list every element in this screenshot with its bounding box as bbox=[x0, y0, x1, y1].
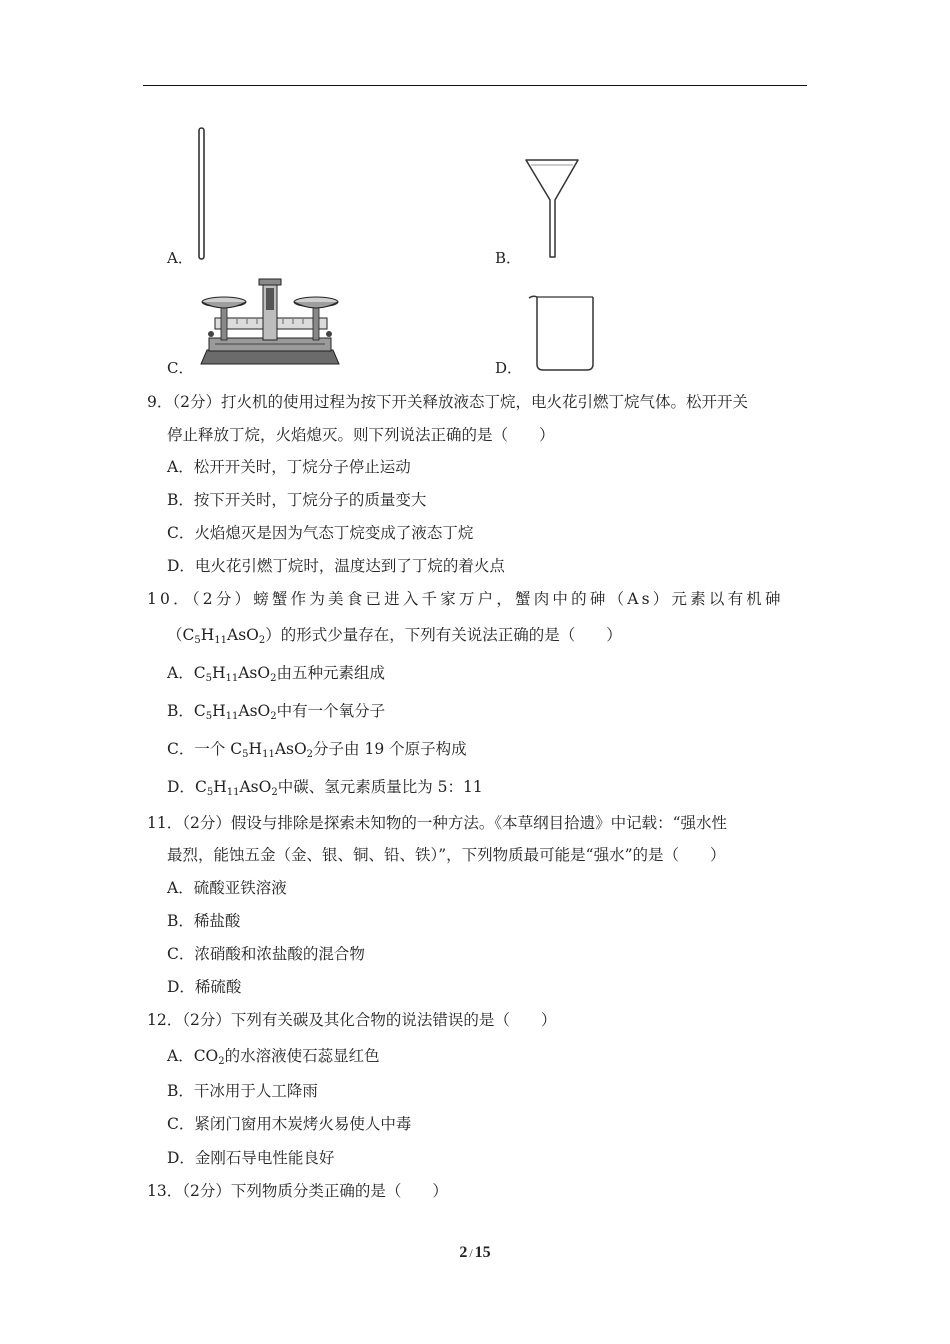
formula: $C_5H_{11}AsO_2$ bbox=[193, 664, 277, 684]
option-label: B． bbox=[495, 249, 522, 267]
funnel-icon bbox=[523, 157, 583, 261]
q11-option-d[interactable]: D．稀硫酸 bbox=[167, 978, 242, 996]
beaker-icon bbox=[525, 292, 597, 374]
formula: $C_5H_{11}AsO_2$ bbox=[194, 778, 278, 798]
q10-option-a[interactable]: A．$C_5H_{11}AsO_2$由五种元素组成 bbox=[167, 664, 385, 684]
q10-option-d[interactable]: D．$C_5H_{11}AsO_2$中碳、氢元素质量比为 5：11 bbox=[167, 778, 483, 798]
q12-option-d[interactable]: D．金刚石导电性能良好 bbox=[167, 1149, 335, 1167]
q10-option-c[interactable]: C．一个 $C_5H_{11}AsO_2$分子由 19 个原子构成 bbox=[167, 740, 467, 760]
q13-stem: 13．（2分）下列物质分类正确的是（ ） bbox=[147, 1182, 448, 1200]
q10-option-b[interactable]: B．$C_5H_{11}AsO_2$中有一个氧分子 bbox=[167, 702, 386, 722]
q9-option-c[interactable]: C．火焰熄灭是因为气态丁烷变成了液态丁烷 bbox=[167, 524, 474, 542]
q11-stem-line2: 最烈，能蚀五金（金、银、铜、铅、铁）”，下列物质最可能是“强水”的是（ ） bbox=[167, 846, 726, 864]
q9-option-b[interactable]: B．按下开关时，丁烷分子的质量变大 bbox=[167, 491, 427, 509]
q10-stem-line2: $(C_5H_{11}AsO_2)$的形式少量存在，下列有关说法正确的是（ ） bbox=[167, 626, 622, 646]
q10-stem-line1: 10．（2分）螃蟹作为美食已进入千家万户，蟹肉中的砷（As）元素以有机砷 bbox=[147, 590, 784, 608]
option-label: C． bbox=[167, 359, 194, 377]
q9-option-d[interactable]: D．电火花引燃丁烷时，温度达到了丁烷的着火点 bbox=[167, 557, 505, 575]
option-label: A． bbox=[167, 249, 193, 267]
q11-option-b[interactable]: B．稀盐酸 bbox=[167, 912, 241, 930]
q8-option-c[interactable] bbox=[165, 278, 345, 378]
header-rule bbox=[143, 85, 807, 86]
q9-option-a[interactable]: A．松开开关时，丁烷分子停止运动 bbox=[167, 458, 411, 476]
q9-stem-line1: 9．（2分）打火机的使用过程为按下开关释放液态丁烷，电火花引燃丁烷气体。松开开关 bbox=[147, 393, 748, 411]
q11-option-a[interactable]: A．硫酸亚铁溶液 bbox=[167, 879, 287, 897]
q8-option-d[interactable] bbox=[493, 290, 613, 380]
balance-scale-icon bbox=[197, 278, 343, 370]
q12-option-b[interactable]: B．干冰用于人工降雨 bbox=[167, 1082, 318, 1100]
q11-stem-line1: 11．（2分）假设与排除是探索未知物的一种方法。《本草纲目拾遗》中记载：“强水性 bbox=[147, 814, 728, 832]
q12-option-c[interactable]: C．紧闭门窗用木炭烤火易使人中毒 bbox=[167, 1115, 412, 1133]
q9-stem-line2: 停止释放丁烷，火焰熄灭。则下列说法正确的是（ ） bbox=[167, 426, 555, 444]
q11-option-c[interactable]: C．浓硝酸和浓盐酸的混合物 bbox=[167, 945, 365, 963]
formula: $C_5H_{11}AsO_2$ bbox=[193, 702, 277, 722]
glass-rod-icon bbox=[197, 127, 207, 261]
q12-stem: 12．（2分）下列有关碳及其化合物的说法错误的是（ ） bbox=[147, 1011, 557, 1029]
option-label: D． bbox=[495, 359, 523, 377]
q8-option-a[interactable] bbox=[165, 125, 225, 267]
page-number: 2 / 15 bbox=[459, 1244, 491, 1261]
q12-option-a[interactable]: A．$CO_2$的水溶液使石蕊显红色 bbox=[167, 1047, 380, 1067]
q8-option-b[interactable] bbox=[493, 155, 593, 267]
formula: $C_5H_{11}AsO_2$ bbox=[230, 740, 314, 760]
